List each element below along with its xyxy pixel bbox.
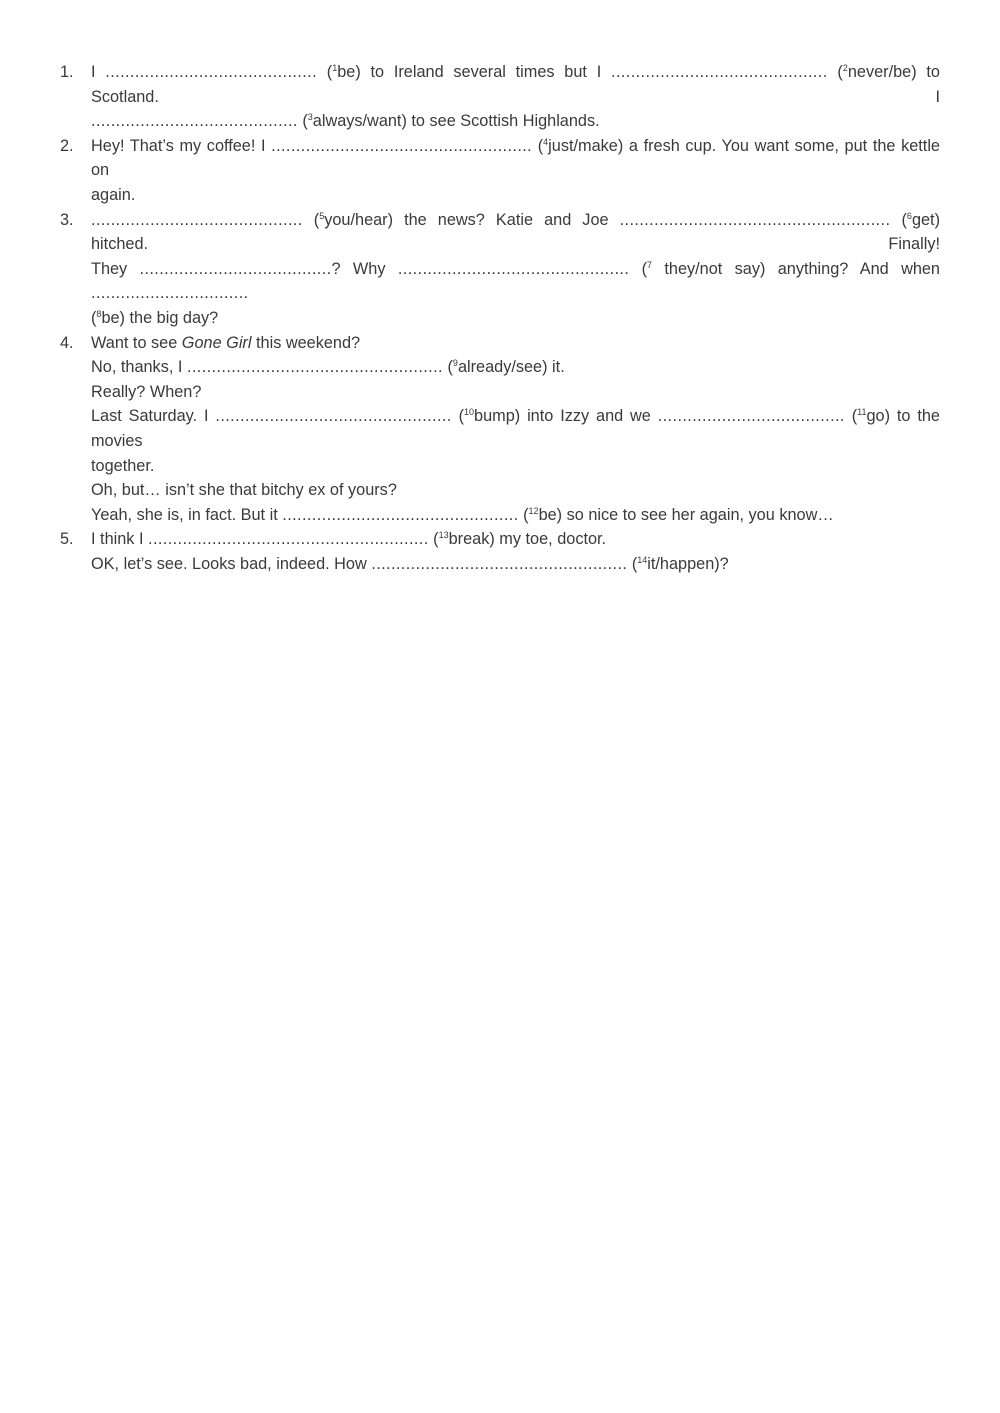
item-line	[91, 60, 940, 109]
item-line	[91, 355, 940, 380]
answer-blank-7[interactable]: ...............................................	[397, 259, 630, 278]
verb-hint: be) so nice to see her again, you know…	[538, 505, 834, 524]
item-line	[91, 552, 940, 577]
text: (	[302, 210, 320, 229]
text: Oh, but… isn’t she that bitchy ex of yours?	[91, 481, 397, 500]
answer-blank-10[interactable]: ................................................	[215, 407, 452, 426]
answer-blank-9[interactable]: ....................................................	[186, 358, 443, 377]
verb-hint: be) the big day?	[101, 308, 219, 327]
answer-blank-13[interactable]: .........................................................	[148, 530, 429, 549]
item-number: 3.	[60, 210, 74, 229]
item-number: 2.	[60, 136, 74, 155]
text: Yeah, she is, in fact. But it	[91, 505, 283, 524]
text: Want to see	[91, 333, 182, 352]
item-number: 5.	[60, 530, 74, 549]
verb-hint: it/happen)?	[647, 554, 729, 573]
answer-blank-11[interactable]: ......................................	[657, 407, 845, 426]
answer-blank-6b[interactable]: .......................................	[139, 259, 332, 278]
item-line	[91, 208, 940, 257]
verb-hint: always/want) to see Scottish Highlands.	[312, 112, 600, 131]
text: (	[442, 358, 453, 377]
verb-hint: never/be) to Scotland. I	[91, 63, 940, 106]
answer-blank-14[interactable]: ....................................................	[371, 554, 628, 573]
verb-hint: get) hitched. Finally!	[91, 210, 940, 254]
blank-number: 3	[307, 112, 313, 123]
text: I think I	[91, 530, 149, 549]
movie-title: Gone Girl	[181, 333, 252, 352]
exercise-item-2	[60, 134, 940, 208]
exercise-list	[60, 60, 940, 576]
text: (	[627, 554, 638, 573]
text: They	[91, 259, 140, 278]
blank-number: 14	[637, 554, 648, 565]
text: (	[532, 136, 544, 155]
blank-number: 6	[906, 210, 912, 221]
text: (	[827, 63, 843, 81]
item-line	[91, 183, 940, 208]
verb-hint: just/make) a fresh cup. You want some, put the kettle on	[91, 136, 940, 180]
text: I	[91, 63, 106, 81]
text: ? Why	[331, 259, 398, 278]
text: (	[890, 210, 907, 229]
text: again.	[91, 185, 136, 204]
blank-number: 4	[543, 136, 549, 147]
exercise-item-5	[60, 527, 940, 576]
answer-blank-4[interactable]: .....................................................	[271, 136, 533, 155]
text: Really? When?	[91, 382, 202, 401]
text: Last Saturday. I	[91, 407, 216, 426]
verb-hint: you/hear) the news? Katie and Joe	[324, 210, 620, 229]
blank-number: 11	[857, 407, 867, 418]
item-line	[91, 134, 940, 183]
item-line	[91, 257, 940, 306]
item-line	[91, 454, 940, 479]
blank-number: 5	[319, 210, 325, 221]
blank-number: 1	[332, 63, 338, 73]
blank-number: 7	[647, 259, 653, 270]
answer-blank-5[interactable]: ...........................................	[91, 210, 303, 229]
item-line	[91, 527, 940, 552]
verb-hint: already/see) it.	[457, 358, 565, 377]
text: OK, let’s see. Looks bad, indeed. How	[91, 554, 372, 573]
text: (	[91, 308, 97, 327]
verb-hint: bump) into Izzy and we	[474, 407, 658, 426]
exercise-item-1	[60, 60, 940, 134]
exercise-item-3	[60, 208, 940, 331]
item-line	[91, 109, 940, 134]
blank-number: 10	[464, 407, 475, 418]
text: No, thanks, I	[91, 358, 187, 377]
blank-number: 8	[96, 308, 102, 319]
answer-blank-3[interactable]: ..........................................	[91, 112, 298, 131]
answer-blank-12[interactable]: ................................................	[282, 505, 519, 524]
text: (	[317, 63, 333, 81]
item-number: 1.	[60, 63, 74, 81]
answer-blank-2[interactable]: ............................................	[611, 63, 828, 81]
item-line	[91, 331, 940, 356]
item-line	[91, 503, 940, 528]
answer-blank-1[interactable]: ...........................................	[105, 63, 318, 81]
blank-number: 13	[438, 530, 449, 541]
text: (	[518, 505, 529, 524]
text: (	[844, 407, 858, 426]
verb-hint: go) to the movies	[91, 407, 940, 450]
text: Hey! That’s my coffee! I	[91, 136, 272, 155]
text: (	[428, 530, 439, 549]
item-line	[91, 478, 940, 503]
exercise-item-4	[60, 331, 940, 528]
verb-hint: be) to Ireland several times but I	[337, 63, 611, 81]
item-number: 4.	[60, 333, 74, 352]
text: (	[297, 112, 308, 131]
item-line	[91, 380, 940, 405]
text: (	[629, 259, 648, 278]
answer-blank-8[interactable]: ................................	[91, 284, 249, 303]
item-line	[91, 306, 940, 331]
blank-number: 9	[452, 358, 458, 369]
text: together.	[91, 456, 155, 475]
item-line	[91, 404, 940, 453]
verb-hint: break) my toe, doctor.	[448, 530, 607, 549]
blank-number: 2	[842, 63, 848, 73]
text: this weekend?	[251, 333, 361, 352]
text: (	[451, 407, 465, 426]
answer-blank-6[interactable]: .......................................................	[619, 210, 891, 229]
blank-number: 12	[528, 505, 539, 516]
verb-hint: they/not say) anything? And when	[652, 259, 940, 278]
